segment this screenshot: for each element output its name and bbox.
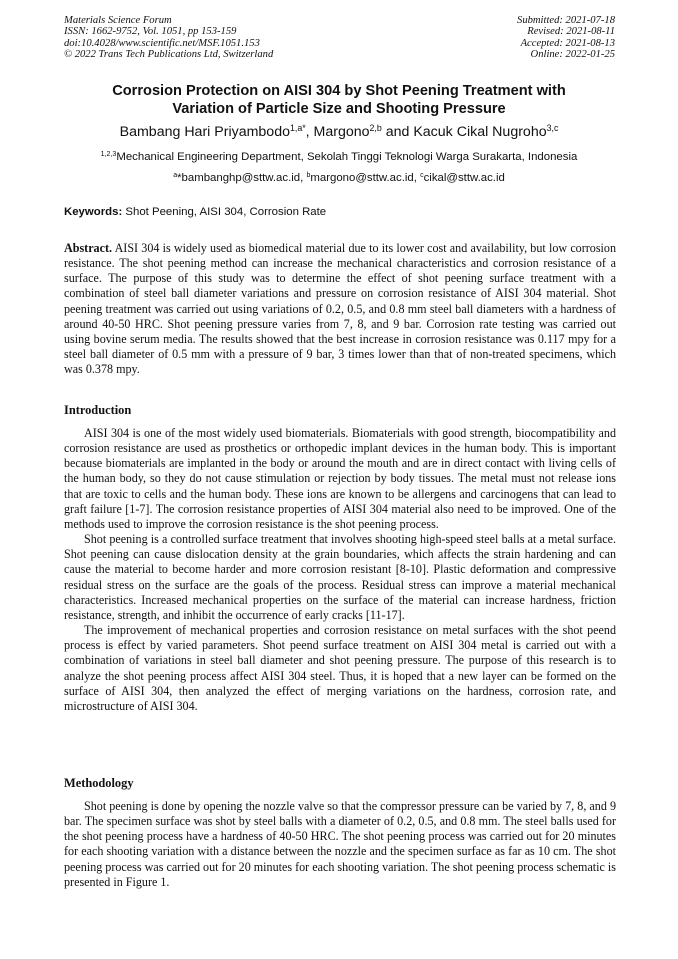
date-accepted: Accepted: 2021-08-13 [520,37,615,49]
email-3-mark: c [420,172,424,180]
paper-title-line-1: Corrosion Protection on AISI 304 by Shot Peening Treatment with [112,83,566,99]
journal-name: Materials Science Forum [64,15,172,26]
keywords [64,205,616,220]
abstract [64,241,616,377]
introduction-paragraph-2: Shot peening is a controlled surface treatment that involves shooting high-speed steel balls at a metal surface. Shot peening can cause dislocation density at the grain boundaries, which affects the strain hardening and can cause the material to become harder and more corrosion resistant [8-10]. Plastic deformation and compressive residual stress on the surface are the goals of the process. Residual stress can improve a material mechanical characteristics. Increased mechanical properties on the surface of the material can increase hardness, friction resistance, strength, and inhibit the occurrence of early cracks [11-17]. [64,532,616,622]
email-2: margono@sttw.ac.id, [310,172,421,184]
author-1: Bambang Hari Priyambodo [119,124,290,140]
introduction-body [64,426,616,714]
email-3: cikal@sttw.ac.id [423,172,505,184]
paper-title-line-2: Variation of Particle Size and Shooting Pressure [172,101,506,117]
paper-title [40,82,638,118]
introduction-heading: Introduction [64,403,132,417]
methodology-heading: Methodology [64,776,134,790]
affiliation-mark: 1,2,3 [100,151,117,159]
author-2: Margono [313,124,370,140]
journal-doi: doi:10.4028/www.scientific.net/MSF.1051.153 [64,37,260,49]
journal-issn: ISSN: 1662-9752, Vol. 1051, pp 153-159 [64,26,237,38]
journal-header-left [64,15,273,61]
author-1-affiliation-mark: 1,a* [289,123,306,134]
introduction-paragraph-3: The improvement of mechanical properties and corrosion resistance on metal surfaces with the shot peend process is effect by varied parameters. Shot peend surface treatment on AISI 304 metal is carried out with a combination of variations in steel ball diameter and shot peening pressure. The purpose of this research is to analyze the shot peening process affect AISI 304 steel. Thus, it is hoped that a new layer can be formed on the surface of AISI 304, then analyzed the effect of merging variations on the hardness, corrosion rate, and microstructure of AISI 304. [64,623,616,713]
affiliation-text: Mechanical Engineering Department, Sekolah Tinggi Teknologi Warga Surakarta, Indonesia [116,151,578,163]
affiliation [20,150,658,164]
keywords-label: Keywords: [64,206,123,218]
journal-copyright: © 2022 Trans Tech Publications Ltd, Switzerland [64,49,274,61]
email-2-mark: b [306,172,311,180]
date-submitted: Submitted: 2021-07-18 [517,15,615,26]
keywords-text: Shot Peening, AISI 304, Corrosion Rate [122,206,327,218]
methodology-body [64,799,616,890]
abstract-text: AISI 304 is widely used as biomedical material due to its lower cost and availability, but low corrosion resistance. The shot peening method can increase the mechanical characteristics and corrosion resistance of a surface. The purpose of this study was to determine the effect of shot peening surface treatment with a combination of steel ball diameter variations and pressure on corrosion resistance of AISI 304 material. Shot peening treatment was carried out using variations of 0.2, 0.5, and 0.8 mm steel ball diameters with a hardness of around 40-50 HRC. Shot peening pressure varies from 7, 8, and 9 bar. Corrosion rate testing was carried out using bovine serum media. The results showed that the best increase in corrosion resistance was 0.117 mpy for a steel ball diameter of 0.5 mm with a pressure of 9 bar, 3 times lower than that of non-treated specimens, which was 0.378 mpy. [64,241,616,377]
date-revised: Revised: 2021-08-11 [527,26,615,38]
email-1: *bambanghp@sttw.ac.id, [177,172,307,184]
introduction-paragraph-1: AISI 304 is one of the most widely used biomaterials. Biomaterials with good strength, biocompatibility and corrosion resistance are used as prosthetics or orthopedic implant devices in the human body. This is important because biomaterials are implanted in the body or around the mouth and are in direct contact with living cells of the human body, so they do not cause stimulation or rejection by body tissues. The metal must not release ions that are toxic to cells and the human body. These ions are known to be allergens and carcinogens that can lead to graft failure [1-7]. The corrosion resistance properties of AISI 304 material also need to be improved. One of the methods used to improve the corrosion resistance is the shot peening process. [64,426,616,531]
author-3: Kacuk Cikal Nugroho [413,124,547,140]
author-3-affiliation-mark: 3,c [546,123,559,134]
author-list [20,123,658,141]
author-2-affiliation-mark: 2,b [369,123,382,134]
author-separator: , [305,124,314,140]
date-online: Online: 2022-01-25 [530,49,615,61]
email-1-mark: a [173,172,178,180]
author-separator: and [381,124,414,140]
author-emails [20,171,658,185]
journal-header-right [517,15,615,61]
methodology-paragraph-1: Shot peening is done by opening the nozzle valve so that the compressor pressure can be varied by 7, 8, and 9 bar. The specimen surface was shot by steel balls with a diameter of 0.2, 0.5, and 0.8 mm. The steel balls used for the shot peening process have a hardness of 40-50 HRC. The shot peening process was carried out for 20 minutes for each shooting variation with a distance between the nozzle and the specimen surface as far as 10 cm. The shot peening process was carried out for 20 minutes for each shooting variation. The shot peening process schematic is presented in Figure 1. [64,799,616,889]
abstract-paragraph [64,241,616,377]
abstract-label: Abstract. [64,241,113,255]
